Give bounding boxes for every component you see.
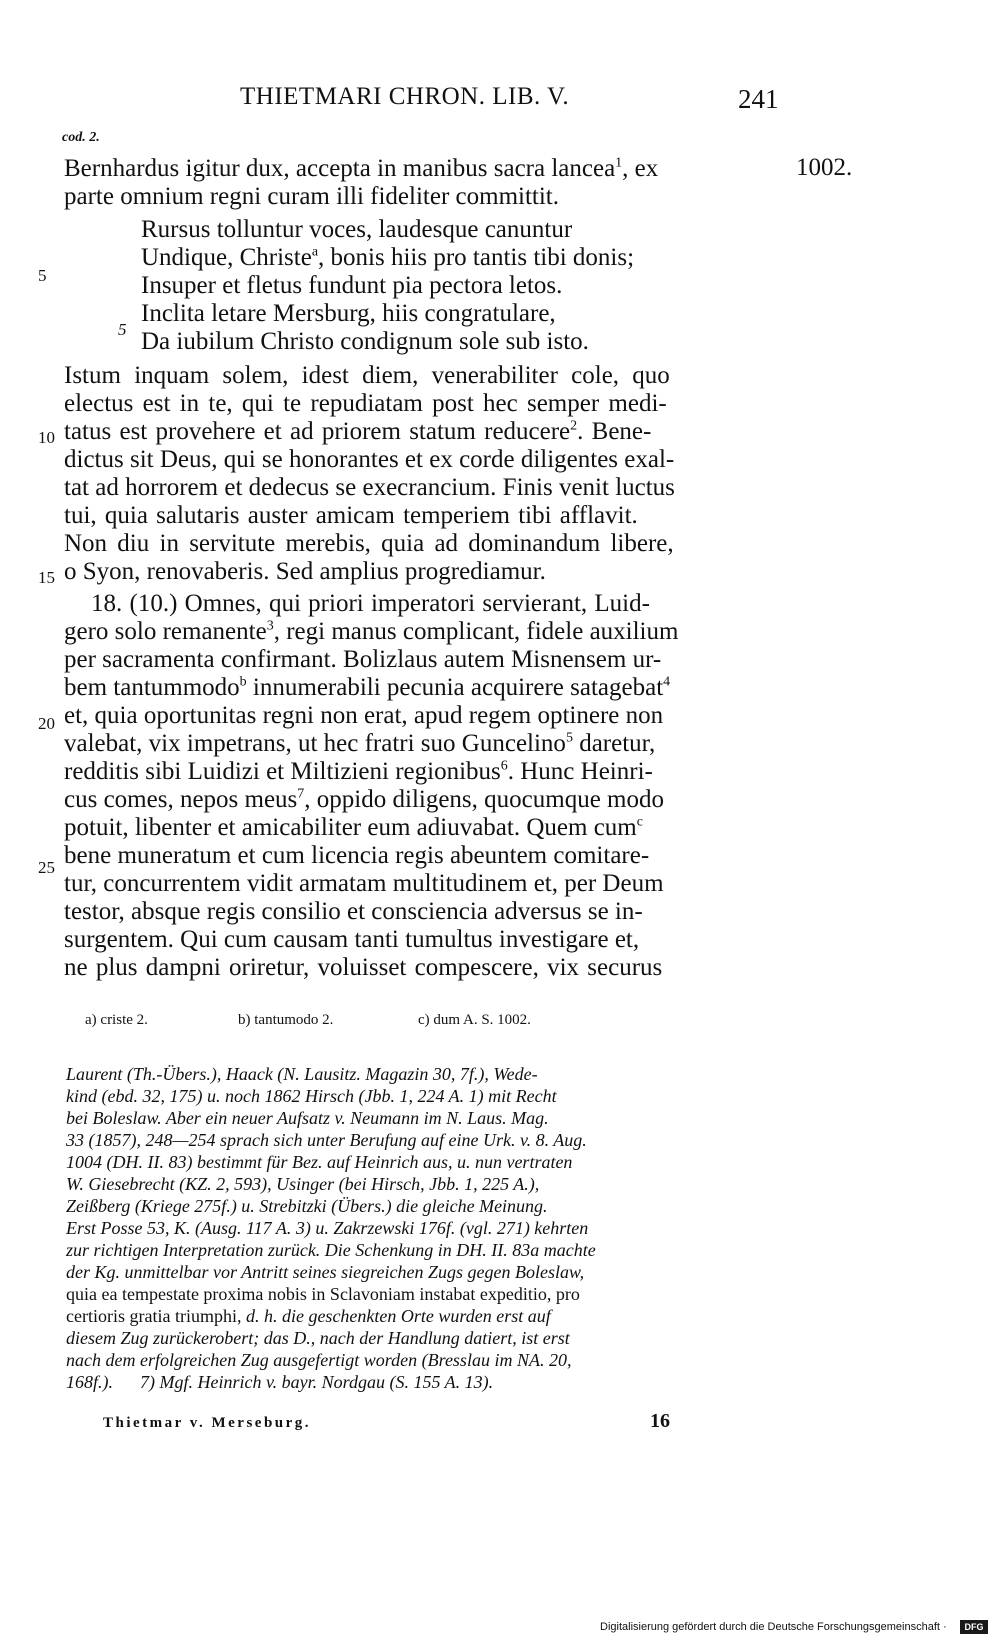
text-line: 18. (10.) Omnes, qui priori imperatori servierant, Luid- (91, 590, 650, 617)
text-line: et, quia oportunitas regni non erat, apud regem optinere non (64, 702, 664, 729)
line-number: 20 (38, 714, 55, 733)
note-line: certioris gratia triumphi, d. h. die geschenkten Orte wurden erst auf (66, 1306, 551, 1326)
note-line: diesem Zug zurückerobert; das D., nach der Handlung datiert, ist erst (66, 1328, 570, 1348)
text-line: tat ad horrorem et dedecus se execrancium. Finis venit luctus (64, 474, 675, 501)
text-line: testor, absque regis consilio et consciencia adversus se in- (64, 898, 643, 925)
text-line: bem tantummodo$^b$ innumerabili pecunia acquirere satagebat$^4$ (64, 674, 671, 701)
text-line: Istum inquam solem, idest diem, venerabiliter cole, quo (64, 362, 670, 389)
note-line: 1004 (DH. II. 83) bestimmt für Bez. auf Heinrich aus, u. nun vertraten (66, 1152, 573, 1172)
note-line: quia ea tempestate proxima nobis in Sclavoniam instabat expeditio, pro (66, 1284, 580, 1304)
text-line: ne plus dampni oriretur, voluisset compescere, vix securus (64, 954, 663, 981)
line-number: 5 (118, 320, 127, 339)
text-line: redditis sibi Luidizi et Miltizieni regionibus$^6$. Hunc Heinri- (64, 758, 653, 785)
verse-line: Insuper et fletus fundunt pia pectora letos. (141, 272, 563, 299)
line-number: 25 (38, 858, 55, 877)
text-line: Non diu in servitute merebis, quia ad dominandum libere, (64, 530, 674, 557)
verse-line: Inclita letare Mersburg, hiis congratulare, (141, 300, 556, 327)
note-line: W. Giesebrecht (KZ. 2, 593), Usinger (bei Hirsch, Jbb. 1, 225 A.), (66, 1174, 540, 1194)
apparatus-b: b) tantumodo 2. (238, 1012, 334, 1028)
text-line: surgentem. Qui cum causam tanti tumultus investigare et, (64, 926, 640, 953)
verse-line: Da iubilum Christo condignum sole sub isto. (141, 328, 589, 355)
text-line: tur, concurrentem vidit armatam multitudinem et, per Deum (64, 870, 664, 897)
margin-year: 1002. (796, 154, 853, 181)
running-title: THIETMARI CHRON. LIB. V. (240, 83, 570, 110)
line-number: 15 (38, 568, 55, 587)
text-line: potuit, libenter et amicabiliter eum adiuvabat. Quem cum$^c$ (64, 814, 643, 841)
note-line: kind (ebd. 32, 175) u. noch 1862 Hirsch (Jbb. 1, 224 A. 1) mit Recht (66, 1086, 557, 1106)
footer-author: Thietmar v. Merseburg. (103, 1415, 312, 1431)
note-line: zur richtigen Interpretation zurück. Die Schenkung in DH. II. 83a machte (66, 1240, 596, 1260)
line-number: 5 (38, 266, 47, 285)
text-line: valebat, vix impetrans, ut hec fratri suo Guncelino$^5$ daretur, (64, 730, 656, 757)
sheet-number: 16 (650, 1410, 670, 1432)
apparatus-a: a) criste 2. (85, 1012, 148, 1028)
text-line: parte omnium regni curam illi fideliter committit. (64, 183, 560, 210)
digitization-credit: Digitalisierung gefördert durch die Deutsche Forschungsgemeinschaft · (600, 1621, 947, 1633)
text-line: cus comes, nepos meus$^7$, oppido diligens, quocumque modo (64, 786, 664, 813)
note-line: Zeißberg (Kriege 275f.) u. Strebitzki (Übers.) die gleiche Meinung. (66, 1196, 548, 1216)
note-line: 168f.). 7) Mgf. Heinrich v. bayr. Nordgau (S. 155 A. 13). (66, 1372, 494, 1392)
text-line: tui, quia salutaris auster amicam temperiem tibi afflavit. (64, 502, 638, 529)
dfg-logo: DFG (960, 1620, 988, 1634)
page-number: 241 (738, 84, 779, 114)
note-line: bei Boleslaw. Aber ein neuer Aufsatz v. Neumann im N. Laus. Mag. (66, 1108, 549, 1128)
text-line: Bernhardus igitur dux, accepta in manibus sacra lancea$^1$, ex (64, 155, 659, 182)
codex-siglum: cod. 2. (62, 130, 100, 145)
text-line: per sacramenta confirmant. Bolizlaus autem Misnensem ur- (64, 646, 662, 673)
verse-line: Undique, Christe$^a$, bonis hiis pro tantis tibi donis; (141, 244, 635, 271)
text-line: electus est in te, qui te repudiatam post hec semper medi- (64, 390, 667, 417)
text-line: dictus sit Deus, qui se honorantes et ex corde diligentes exal- (64, 446, 675, 473)
text-line: tatus est provehere et ad priorem statum reducere$^2$. Bene- (64, 418, 652, 445)
note-line: der Kg. unmittelbar vor Antritt seines siegreichen Zugs gegen Boleslaw, (66, 1262, 585, 1282)
verse-line: Rursus tolluntur voces, laudesque canuntur (141, 216, 573, 243)
text-line: bene muneratum et cum licencia regis abeuntem comitare- (64, 842, 650, 869)
note-line: Laurent (Th.-Übers.), Haack (N. Lausitz. Magazin 30, 7f.), Wede- (66, 1064, 538, 1084)
text-line: gero solo remanente$^3$, regi manus complicant, fidele auxilium (64, 618, 679, 645)
apparatus-c: c) dum A. S. 1002. (418, 1012, 531, 1028)
note-line: nach dem erfolgreichen Zug ausgefertigt worden (Bresslau im NA. 20, (66, 1350, 572, 1370)
text-line: o Syon, renovaberis. Sed amplius progrediamur. (64, 558, 546, 585)
line-number: 10 (38, 428, 55, 447)
note-line: 33 (1857), 248—254 sprach sich unter Berufung auf eine Urk. v. 8. Aug. (66, 1130, 587, 1150)
note-line: Erst Posse 53, K. (Ausg. 117 A. 3) u. Zakrzewski 176f. (vgl. 271) kehrten (66, 1218, 589, 1238)
